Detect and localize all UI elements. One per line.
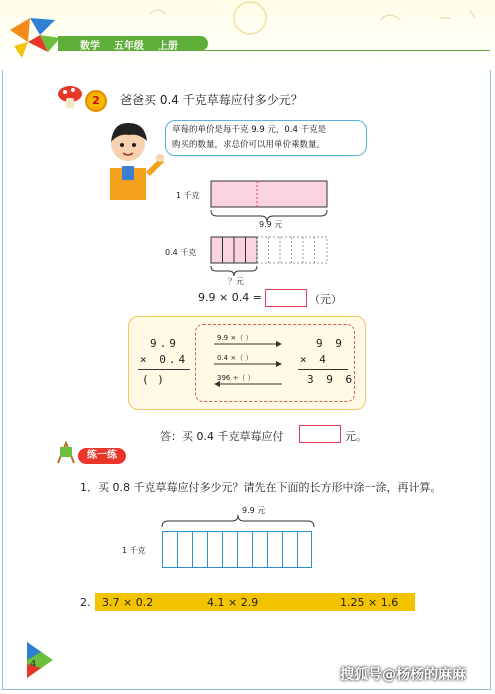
problem-question: 爸爸买 0.4 千克草莓应付多少元？ — [120, 93, 303, 107]
grid-divider — [297, 531, 312, 568]
exercise-2-number: 2. — [80, 596, 91, 609]
answer-box[interactable] — [299, 425, 341, 443]
tangram-yellow — [14, 42, 28, 58]
header-decoration — [0, 0, 495, 70]
one-kg-label: 1 千克 — [176, 191, 200, 200]
point4-kg-label: 0.4 千克 — [165, 248, 197, 257]
bubble-line-2: 购买的数量，求总价可以用单价乘数量。 — [172, 140, 326, 150]
grid-brace — [160, 513, 320, 529]
boy-illustration — [100, 120, 165, 200]
arrow-label-1: 9.9 ×（ ） — [217, 334, 253, 342]
page-number: 4 — [30, 659, 37, 670]
grid-divider — [177, 531, 192, 568]
watermark: 搜狐号@杨杨的麻麻 — [340, 667, 466, 683]
sun-sketch — [234, 2, 266, 34]
grid-divider — [267, 531, 282, 568]
arrow-label-3: 396 ÷（ ） — [217, 374, 255, 382]
point4-kg-bar — [210, 236, 330, 278]
calc-int-product: 3 9 6 — [307, 373, 356, 386]
problem-number: 2 — [85, 90, 107, 112]
mushroom-icon — [56, 84, 86, 110]
grid-divider — [207, 531, 222, 568]
speech-bubble — [165, 120, 367, 156]
easel-icon — [54, 441, 78, 465]
equation-answer-box[interactable] — [265, 289, 307, 307]
calc-rule-right — [298, 369, 348, 370]
tangram-orange — [10, 18, 30, 42]
calc-int-multiplier: × 4 — [300, 353, 329, 366]
doodles — [150, 10, 475, 20]
conversion-arrows — [212, 340, 287, 390]
exercise-badge: 练一练 — [78, 448, 126, 464]
grid-divider — [282, 531, 297, 568]
calc-multiplier: × 0.4 — [140, 353, 189, 366]
grid-divider — [237, 531, 252, 568]
header-band — [0, 0, 495, 70]
exercise-2-item-1: 3.7 × 0.2 — [102, 596, 154, 609]
equation-left: 9.9 × 0.4 = — [198, 291, 262, 304]
exercise-1-text: 1．买 0.8 千克草莓应付多少元？请先在下面的长方形中涂一涂，再计算。 — [80, 481, 442, 494]
calc-rule-left — [138, 369, 190, 370]
tangram-blue — [30, 18, 55, 35]
grid-divider — [222, 531, 237, 568]
answer-suffix: 元。 — [345, 430, 367, 443]
calc-product-blank: ( ) — [142, 373, 165, 386]
unknown-price-label: ？元 — [228, 277, 244, 286]
grid-label: 1 千克 — [122, 546, 146, 555]
calc-int-multiplicand: 9 9 — [316, 337, 345, 350]
equation-unit: （元） — [309, 293, 342, 306]
header-title: 数学 五年级 上册 — [80, 41, 178, 52]
arrow-label-2: 0.4 ×（ ） — [217, 354, 253, 362]
exercise-2-item-3: 1.25 × 1.6 — [340, 596, 399, 609]
exercise-2-item-2: 4.1 × 2.9 — [207, 596, 259, 609]
grid-divider — [252, 531, 267, 568]
grid-divider — [192, 531, 207, 568]
grid-price-label: 9.9 元 — [242, 506, 266, 515]
price-label: 9.9 元 — [259, 220, 283, 229]
bubble-line-1: 草莓的单价是每千克 9.9 元，0.4 千克是 — [172, 125, 327, 135]
header-rule — [200, 50, 490, 51]
calc-multiplicand: 9.9 — [150, 337, 179, 350]
answer-prefix: 答：买 0.4 千克草莓应付 — [160, 430, 284, 443]
